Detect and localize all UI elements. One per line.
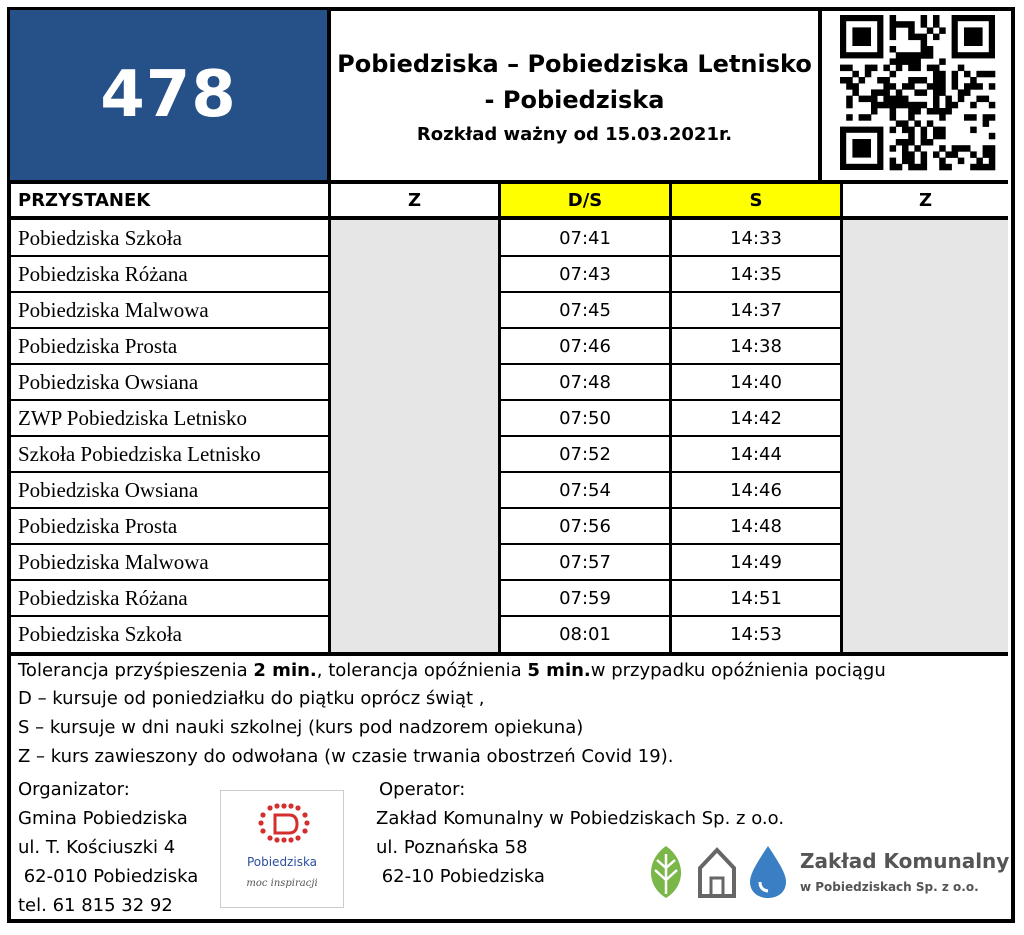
departure-time-ds: 07:57 [559,551,611,573]
departure-time-s: 14:38 [730,335,782,357]
stop-name: Pobiedziska Malwowa [18,297,209,322]
departure-time-ds: 07:56 [559,515,611,537]
organizer-label: Organizator: [18,779,130,800]
table-row [10,436,1008,472]
departure-time-ds: 07:43 [559,263,611,285]
table-row [10,364,1008,400]
departure-time-s: 14:46 [730,479,782,501]
s-legend: S – kursuje w dni nauki szkolnej (kurs pod nadzorem opiekuna) [18,717,584,738]
operator-name: Zakład Komunalny w Pobiedziskach Sp. z o.o. [376,808,785,829]
zk-logo-sub: w Pobiedziskach Sp. z o.o. [800,880,979,894]
stop-name: Pobiedziska Malwowa [18,549,209,574]
table-row [10,544,1008,580]
departure-time-s: 14:37 [730,299,782,321]
zk-logo-name: Zakład Komunalny [800,849,1010,873]
column-divider [498,184,501,652]
departure-time-ds: 07:48 [559,371,611,393]
departure-time-s: 14:35 [730,263,782,285]
stop-name: Pobiedziska Różana [18,585,188,610]
tolerance-note [18,660,886,682]
departure-time-ds: 07:54 [559,479,611,501]
table-row [10,508,1008,544]
header-ds: D/S [501,184,669,216]
departure-time-s: 14:49 [730,551,782,573]
organizer-phone: tel. 61 815 32 92 [18,895,173,916]
timetable [10,184,1008,652]
route-number: 478 [100,58,237,132]
gmina-logo-text: Pobiedziska [246,855,318,869]
water-drop-icon [750,846,786,898]
route-number-box [10,10,327,180]
departure-time-ds: 07:46 [559,335,611,357]
departure-time-s: 14:53 [730,623,782,645]
header-z-1: Z [407,189,422,211]
tolerance-value-1: 2 min. [253,660,317,681]
departure-time-s: 14:44 [730,443,782,465]
tolerance-text-2: , tolerancja opóźnienia [316,660,528,681]
table-row [10,256,1008,292]
departure-time-ds: 07:59 [559,587,611,609]
table-row [10,472,1008,508]
tolerance-text-3: w przypadku opóźnienia pociągu [590,660,886,681]
stop-name: Pobiedziska Owsiana [18,477,199,502]
table-row [10,616,1008,652]
stop-name: Pobiedziska Szkoła [18,621,182,646]
title-box [327,10,822,180]
stop-name: Pobiedziska Prosta [18,513,178,538]
organizer-name: Gmina Pobiedziska [18,808,188,829]
stop-name: Pobiedziska Różana [18,261,188,286]
tolerance-value-2: 5 min. [527,660,591,681]
stop-name: Pobiedziska Owsiana [18,369,199,394]
gmina-pobiedziska-logo [220,790,344,908]
stop-name: Pobiedziska Prosta [18,333,178,358]
column-divider [328,184,331,652]
operator-city: 62-10 Pobiedziska [376,866,545,887]
organizer-city: 62-010 Pobiedziska [18,866,199,887]
header-stop: PRZYSTANEK [18,189,151,211]
departure-time-ds: 07:45 [559,299,611,321]
qr-code-icon[interactable] [826,12,1008,178]
validity-date: Rozkład ważny od 15.03.2021r. [416,123,733,145]
departure-time-s: 14:48 [730,515,782,537]
divider [10,652,1008,656]
stop-name: Pobiedziska Szkoła [18,225,182,250]
operator-street: ul. Poznańska 58 [376,837,528,858]
column-divider [669,184,672,652]
gmina-logo-tagline: moc inspiracji [246,878,318,889]
tolerance-text-1: Tolerancja przyśpieszenia [18,660,254,681]
zaklad-komunalny-logo [640,838,1010,908]
departure-time-s: 14:40 [730,371,782,393]
organizer-street: ul. T. Kościuszki 4 [18,837,176,858]
stop-name: Szkoła Pobiedziska Letnisko [18,441,261,466]
table-row [10,580,1008,616]
departure-time-ds: 07:52 [559,443,611,465]
departure-time-ds: 07:41 [559,227,611,249]
z-legend: Z – kurs zawieszony do odwołana (w czasie trwania obostrzeń Covid 19). [18,746,674,767]
d-legend: D – kursuje od poniedziałku do piątku oprócz świąt , [18,688,485,709]
table-row [10,328,1008,364]
table-row [10,292,1008,328]
house-icon [700,850,734,896]
leaf-icon [651,846,681,898]
route-title-line-1: Pobiedziska – Pobiedziska Letnisko [337,49,812,78]
route-title-line-2: - Pobiedziska [484,85,665,114]
stop-name: ZWP Pobiedziska Letnisko [18,405,248,430]
departure-time-ds: 07:50 [559,407,611,429]
departure-time-ds: 08:01 [559,623,611,645]
header-s: S [672,184,840,216]
departure-time-s: 14:42 [730,407,782,429]
departure-time-s: 14:33 [730,227,782,249]
table-row [10,220,1008,256]
operator-label: Operator: [379,779,466,800]
header-z-2: Z [918,189,933,211]
departure-time-s: 14:51 [730,587,782,609]
column-divider [840,184,843,652]
table-row [10,400,1008,436]
